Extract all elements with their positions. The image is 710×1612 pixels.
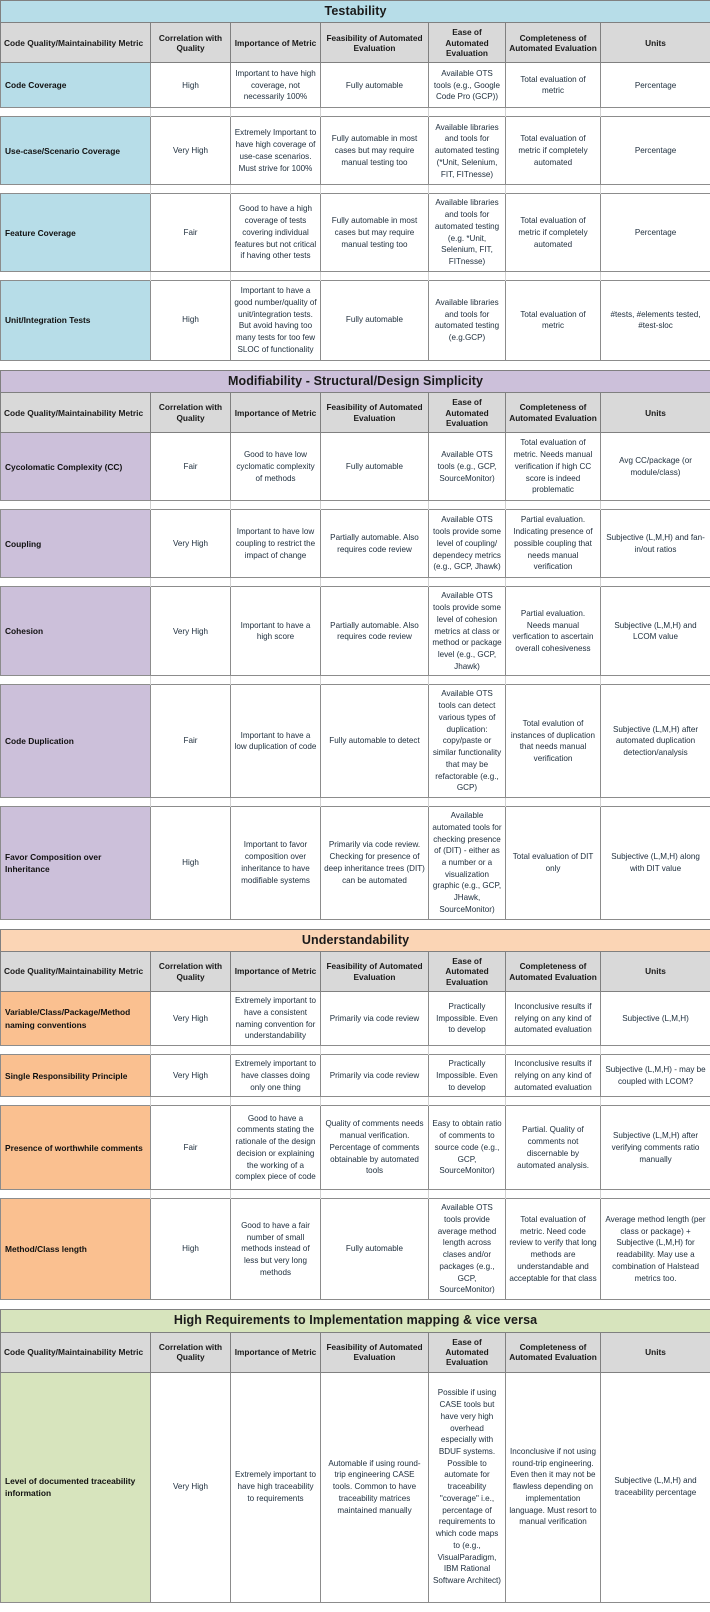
row-spacer-cell (151, 185, 231, 194)
cell-completeness: Total evaluation of metric if completely automated (506, 194, 601, 271)
cell-units: Percentage (601, 194, 710, 271)
row-spacer-cell (321, 1190, 429, 1199)
cell-ease: Easy to obtain ratio of comments to source code (e.g., GCP, SourceMonitor) (429, 1106, 506, 1190)
section-testability (0, 0, 710, 361)
cell-units: Subjective (L,M,H) and fan-in/out ratios (601, 510, 710, 578)
table-row[interactable] (1, 433, 710, 501)
cell-units: Subjective (L,M,H) after verifying comments ratio manually (601, 1106, 710, 1190)
row-spacer-cell (151, 1190, 231, 1199)
cell-completeness: Partial evaluation. Indicating presence of possible coupling that needs manual verification (506, 510, 601, 578)
cell-feasibility: Partially automable. Also requires code review (321, 587, 429, 676)
row-spacer (1, 798, 710, 807)
table-row[interactable] (1, 807, 710, 920)
column-header-2: Importance of Metric (231, 393, 321, 433)
table-row[interactable] (1, 63, 710, 108)
row-spacer-cell (151, 578, 231, 587)
cell-importance: Important to have a low duplication of code (231, 685, 321, 798)
cell-units: Average method length (per class or package) + Subjective (L,M,H) for readability. May use a combination of Halstead metrics too. (601, 1199, 710, 1300)
row-spacer-cell (1, 271, 151, 280)
column-header-0: Code Quality/Maintainability Metric (1, 1332, 151, 1372)
row-spacer-cell (429, 1046, 506, 1055)
cell-completeness: Inconclusive if not using round-trip engineering. Even then it may not be flawless depending on implementation language. Must resort to manual verification (506, 1372, 601, 1602)
row-spacer-cell (151, 271, 231, 280)
column-header-4: Ease of Automated Evaluation (429, 1332, 506, 1372)
row-spacer-cell (321, 185, 429, 194)
row-spacer-cell (231, 798, 321, 807)
row-spacer-cell (601, 185, 710, 194)
column-header-6: Units (601, 393, 710, 433)
cell-units: Subjective (L,M,H) and LCOM value (601, 587, 710, 676)
row-spacer (1, 1097, 710, 1106)
cell-correlation: Very High (151, 510, 231, 578)
row-spacer-cell (321, 271, 429, 280)
metrics-table-understandability (0, 929, 710, 1300)
cell-ease: Available libraries and tools for automated testing (*Unit, Selenium, FIT, FITnesse) (429, 117, 506, 185)
cell-units: Percentage (601, 63, 710, 108)
row-spacer-cell (231, 185, 321, 194)
row-spacer (1, 271, 710, 280)
cell-feasibility: Fully automable to detect (321, 685, 429, 798)
section-title-row (1, 1310, 710, 1332)
cell-correlation: High (151, 63, 231, 108)
table-row[interactable] (1, 1106, 710, 1190)
cell-feasibility: Partially automable. Also requires code review (321, 510, 429, 578)
column-header-row (1, 952, 710, 992)
column-header-row (1, 23, 710, 63)
section-title-understandability: Understandability (1, 929, 710, 951)
cell-correlation: Very High (151, 117, 231, 185)
row-spacer-cell (321, 798, 429, 807)
row-spacer-cell (231, 271, 321, 280)
cell-ease: Practically Impossible. Even to develop (429, 1055, 506, 1097)
cell-correlation: Fair (151, 685, 231, 798)
metric-name-cell: Level of documented traceability information (1, 1372, 151, 1602)
section-title-modifiability: Modifiability - Structural/Design Simplicity (1, 370, 710, 392)
cell-importance: Important to favor composition over inheritance to have modifiable systems (231, 807, 321, 920)
cell-importance: Extremely important to have a consistent naming convention for understandability (231, 992, 321, 1046)
table-row[interactable] (1, 992, 710, 1046)
cell-units: Subjective (L,M,H) after automated duplication detection/analysis (601, 685, 710, 798)
section-title-row (1, 370, 710, 392)
cell-feasibility: Automable if using round-trip engineering CASE tools. Common to have traceability matrices maintained manually (321, 1372, 429, 1602)
cell-ease: Available OTS tools provide average method length across clases and/or packages (e.g., GCP, SourceMonitor) (429, 1199, 506, 1300)
column-header-2: Importance of Metric (231, 23, 321, 63)
column-header-4: Ease of Automated Evaluation (429, 952, 506, 992)
cell-feasibility: Fully automable (321, 63, 429, 108)
column-header-5: Completeness of Automated Evaluation (506, 393, 601, 433)
row-spacer-cell (429, 578, 506, 587)
metric-name-cell: Use-case/Scenario Coverage (1, 117, 151, 185)
row-spacer (1, 501, 710, 510)
cell-correlation: Very High (151, 587, 231, 676)
row-spacer-cell (601, 798, 710, 807)
row-spacer-cell (1, 1190, 151, 1199)
metric-name-cell: Single Responsibility Principle (1, 1055, 151, 1097)
section-modifiability (0, 370, 710, 920)
table-row[interactable] (1, 1199, 710, 1300)
cell-ease: Available libraries and tools for automated testing (e.g.GCP) (429, 280, 506, 360)
row-spacer-cell (321, 108, 429, 117)
cell-units: Avg CC/package (or module/class) (601, 433, 710, 501)
row-spacer-cell (1, 578, 151, 587)
row-spacer-cell (231, 501, 321, 510)
cell-units: Subjective (L,M,H) and traceability percentage (601, 1372, 710, 1602)
row-spacer-cell (151, 676, 231, 685)
row-spacer-cell (506, 798, 601, 807)
column-header-1: Correlation with Quality (151, 1332, 231, 1372)
row-spacer-cell (429, 798, 506, 807)
row-spacer-cell (151, 798, 231, 807)
cell-feasibility: Fully automable in most cases but may require manual testing too (321, 194, 429, 271)
cell-units: Subjective (L,M,H) - may be coupled with LCOM? (601, 1055, 710, 1097)
row-spacer-cell (429, 1190, 506, 1199)
row-spacer (1, 676, 710, 685)
metrics-table-testability (0, 0, 710, 361)
row-spacer-cell (321, 1097, 429, 1106)
column-header-0: Code Quality/Maintainability Metric (1, 23, 151, 63)
column-header-3: Feasibility of Automated Evaluation (321, 23, 429, 63)
row-spacer-cell (429, 1097, 506, 1106)
metric-name-cell: Coupling (1, 510, 151, 578)
cell-feasibility: Quality of comments needs manual verification. Percentage of comments obtainable by automated tools (321, 1106, 429, 1190)
table-row[interactable] (1, 194, 710, 271)
cell-completeness: Total evalution of instances of duplication that needs manual verification (506, 685, 601, 798)
column-header-row (1, 393, 710, 433)
row-spacer-cell (601, 1097, 710, 1106)
cell-completeness: Total evaluation of metric (506, 63, 601, 108)
row-spacer-cell (321, 578, 429, 587)
row-spacer-cell (506, 676, 601, 685)
row-spacer (1, 1190, 710, 1199)
cell-correlation: Fair (151, 1106, 231, 1190)
row-spacer-cell (429, 185, 506, 194)
cell-feasibility: Fully automable (321, 1199, 429, 1300)
metrics-table-traceability (0, 1309, 710, 1602)
cell-correlation: Very High (151, 1372, 231, 1602)
column-header-5: Completeness of Automated Evaluation (506, 1332, 601, 1372)
cell-importance: Extremely important to have classes doing only one thing (231, 1055, 321, 1097)
metric-name-cell: Code Coverage (1, 63, 151, 108)
table-row[interactable] (1, 1372, 710, 1602)
column-header-4: Ease of Automated Evaluation (429, 393, 506, 433)
row-spacer (1, 578, 710, 587)
row-spacer-cell (506, 108, 601, 117)
row-spacer-cell (1, 501, 151, 510)
cell-ease: Available automated tools for checking presence of (DIT) - either as a number or a visualization graphic (e.g., GCP, JHawk, SourceMonitor) (429, 807, 506, 920)
column-header-2: Importance of Metric (231, 1332, 321, 1372)
row-spacer-cell (506, 501, 601, 510)
row-spacer-cell (601, 1046, 710, 1055)
table-row[interactable] (1, 1055, 710, 1097)
cell-ease: Available OTS tools provide some level of coupling/ dependecy metrics (e.g., GCP, Jhawk) (429, 510, 506, 578)
column-header-6: Units (601, 952, 710, 992)
table-row[interactable] (1, 587, 710, 676)
cell-completeness: Total evaluation of metric. Need code review to verify that long methods are understandable and acceptable for that class (506, 1199, 601, 1300)
metric-name-cell: Favor Composition over Inheritance (1, 807, 151, 920)
cell-units: Percentage (601, 117, 710, 185)
column-header-2: Importance of Metric (231, 952, 321, 992)
metric-name-cell: Presence of worthwhile comments (1, 1106, 151, 1190)
cell-completeness: Partial evaluation. Needs manual verfication to ascertain overall cohesiveness (506, 587, 601, 676)
cell-correlation: Very High (151, 992, 231, 1046)
row-spacer (1, 108, 710, 117)
cell-importance: Important to have low coupling to restrict the impact of change (231, 510, 321, 578)
metrics-table-modifiability (0, 370, 710, 920)
cell-ease: Practically Impossible. Even to develop (429, 992, 506, 1046)
row-spacer-cell (601, 578, 710, 587)
row-spacer-cell (429, 501, 506, 510)
cell-completeness: Inconclusive results if relying on any kind of automated evaluation (506, 992, 601, 1046)
cell-ease: Available OTS tools provide some level of cohesion metrics at class or method or package level (e.g., GCP, Jhawk) (429, 587, 506, 676)
column-header-1: Correlation with Quality (151, 952, 231, 992)
row-spacer-cell (601, 108, 710, 117)
cell-feasibility: Primarily via code review (321, 1055, 429, 1097)
cell-importance: Important to have high coverage, not necessarily 100% (231, 63, 321, 108)
section-title-testability: Testability (1, 1, 710, 23)
column-header-3: Feasibility of Automated Evaluation (321, 1332, 429, 1372)
row-spacer-cell (231, 1190, 321, 1199)
cell-correlation: High (151, 807, 231, 920)
row-spacer-cell (151, 1097, 231, 1106)
cell-importance: Important to have a high score (231, 587, 321, 676)
cell-importance: Important to have a good number/quality of unit/integration tests. But avoid having too many tests for too few SLOC of functionality (231, 280, 321, 360)
row-spacer (1, 185, 710, 194)
row-spacer-cell (231, 108, 321, 117)
row-spacer-cell (429, 676, 506, 685)
section-understandability (0, 929, 710, 1300)
metric-name-cell: Feature Coverage (1, 194, 151, 271)
column-header-1: Correlation with Quality (151, 393, 231, 433)
row-spacer-cell (506, 185, 601, 194)
column-header-1: Correlation with Quality (151, 23, 231, 63)
row-spacer-cell (231, 1097, 321, 1106)
row-spacer-cell (1, 1097, 151, 1106)
column-header-row (1, 1332, 710, 1372)
cell-completeness: Partial. Quality of comments not discernable by automated analysis. (506, 1106, 601, 1190)
table-row[interactable] (1, 117, 710, 185)
row-spacer-cell (151, 1046, 231, 1055)
row-spacer-cell (429, 271, 506, 280)
cell-ease: Available libraries and tools for automated testing (e.g. *Unit, Selenium, FIT, FITnesse) (429, 194, 506, 271)
row-spacer-cell (1, 798, 151, 807)
cell-feasibility: Fully automable (321, 280, 429, 360)
metric-name-cell: Variable/Class/Package/Method naming conventions (1, 992, 151, 1046)
row-spacer-cell (1, 676, 151, 685)
row-spacer-cell (321, 501, 429, 510)
row-spacer-cell (231, 676, 321, 685)
column-header-0: Code Quality/Maintainability Metric (1, 952, 151, 992)
row-spacer-cell (1, 1046, 151, 1055)
cell-importance: Good to have low cyclomatic complexity of methods (231, 433, 321, 501)
row-spacer-cell (506, 1097, 601, 1106)
cell-importance: Extremely important to have high traceability to requirements (231, 1372, 321, 1602)
column-header-5: Completeness of Automated Evaluation (506, 23, 601, 63)
table-row[interactable] (1, 685, 710, 798)
row-spacer-cell (1, 185, 151, 194)
cell-correlation: Very High (151, 1055, 231, 1097)
column-header-3: Feasibility of Automated Evaluation (321, 952, 429, 992)
row-spacer-cell (506, 271, 601, 280)
column-header-6: Units (601, 1332, 710, 1372)
metric-name-cell: Code Duplication (1, 685, 151, 798)
cell-correlation: High (151, 1199, 231, 1300)
row-spacer-cell (151, 108, 231, 117)
cell-importance: Good to have a comments stating the rationale of the design decision or explaining the working of a complex piece of code (231, 1106, 321, 1190)
section-title-traceability: High Requirements to Implementation mapping & vice versa (1, 1310, 710, 1332)
cell-ease: Available OTS tools (e.g., Google Code Pro (GCP)) (429, 63, 506, 108)
row-spacer-cell (1, 108, 151, 117)
cell-importance: Good to have a fair number of small methods instead of less but very long methods (231, 1199, 321, 1300)
row-spacer-cell (231, 578, 321, 587)
row-spacer-cell (601, 501, 710, 510)
row-spacer-cell (429, 108, 506, 117)
metric-name-cell: Cohesion (1, 587, 151, 676)
section-title-row (1, 1, 710, 23)
metric-name-cell: Method/Class length (1, 1199, 151, 1300)
table-row[interactable] (1, 280, 710, 360)
column-header-4: Ease of Automated Evaluation (429, 23, 506, 63)
cell-completeness: Inconclusive results if relying on any kind of automated evaluation (506, 1055, 601, 1097)
row-spacer-cell (601, 1190, 710, 1199)
cell-feasibility: Fully automable (321, 433, 429, 501)
cell-feasibility: Primarily via code review (321, 992, 429, 1046)
row-spacer-cell (601, 676, 710, 685)
column-header-6: Units (601, 23, 710, 63)
cell-units: Subjective (L,M,H) (601, 992, 710, 1046)
cell-ease: Available OTS tools (e.g., GCP, SourceMonitor) (429, 433, 506, 501)
row-spacer-cell (321, 1046, 429, 1055)
column-header-0: Code Quality/Maintainability Metric (1, 393, 151, 433)
row-spacer-cell (231, 1046, 321, 1055)
row-spacer-cell (151, 501, 231, 510)
cell-correlation: Fair (151, 433, 231, 501)
column-header-3: Feasibility of Automated Evaluation (321, 393, 429, 433)
section-title-row (1, 929, 710, 951)
cell-units: #tests, #elements tested, #test-sloc (601, 280, 710, 360)
cell-importance: Good to have a high coverage of tests covering individual features but not critical if having other tests (231, 194, 321, 271)
metric-name-cell: Cycolomatic Complexity (CC) (1, 433, 151, 501)
metric-name-cell: Unit/Integration Tests (1, 280, 151, 360)
cell-units: Subjective (L,M,H) along with DIT value (601, 807, 710, 920)
row-spacer-cell (506, 1046, 601, 1055)
cell-feasibility: Fully automable in most cases but may require manual testing too (321, 117, 429, 185)
cell-importance: Extremely Important to have high coverage of use-case scenarios. Must strive for 100% (231, 117, 321, 185)
row-spacer (1, 1046, 710, 1055)
cell-completeness: Total evaluation of DIT only (506, 807, 601, 920)
row-spacer-cell (601, 271, 710, 280)
row-spacer-cell (321, 676, 429, 685)
cell-completeness: Total evaluation of metric if completely automated (506, 117, 601, 185)
column-header-5: Completeness of Automated Evaluation (506, 952, 601, 992)
cell-correlation: High (151, 280, 231, 360)
table-row[interactable] (1, 510, 710, 578)
section-traceability (0, 1309, 710, 1602)
cell-ease: Available OTS tools can detect various types of duplication: copy/paste or similar functionality that may be refactorable (e.g., GCP) (429, 685, 506, 798)
cell-feasibility: Primarily via code review. Checking for presence of deep inheritance trees (DIT) can be automated (321, 807, 429, 920)
cell-correlation: Fair (151, 194, 231, 271)
cell-completeness: Total evaluation of metric. Needs manual verification if high CC score is indeed problematic (506, 433, 601, 501)
cell-ease: Possible if using CASE tools but have very high overhead especially with BDUF systems. Possible to automate for traceability "coverage" i.e., percentage of requirements to which code maps to (e.g., VisualParadigm, IBM Rational Software Architect) (429, 1372, 506, 1602)
row-spacer-cell (506, 578, 601, 587)
row-spacer-cell (506, 1190, 601, 1199)
cell-completeness: Total evaluation of metric (506, 280, 601, 360)
